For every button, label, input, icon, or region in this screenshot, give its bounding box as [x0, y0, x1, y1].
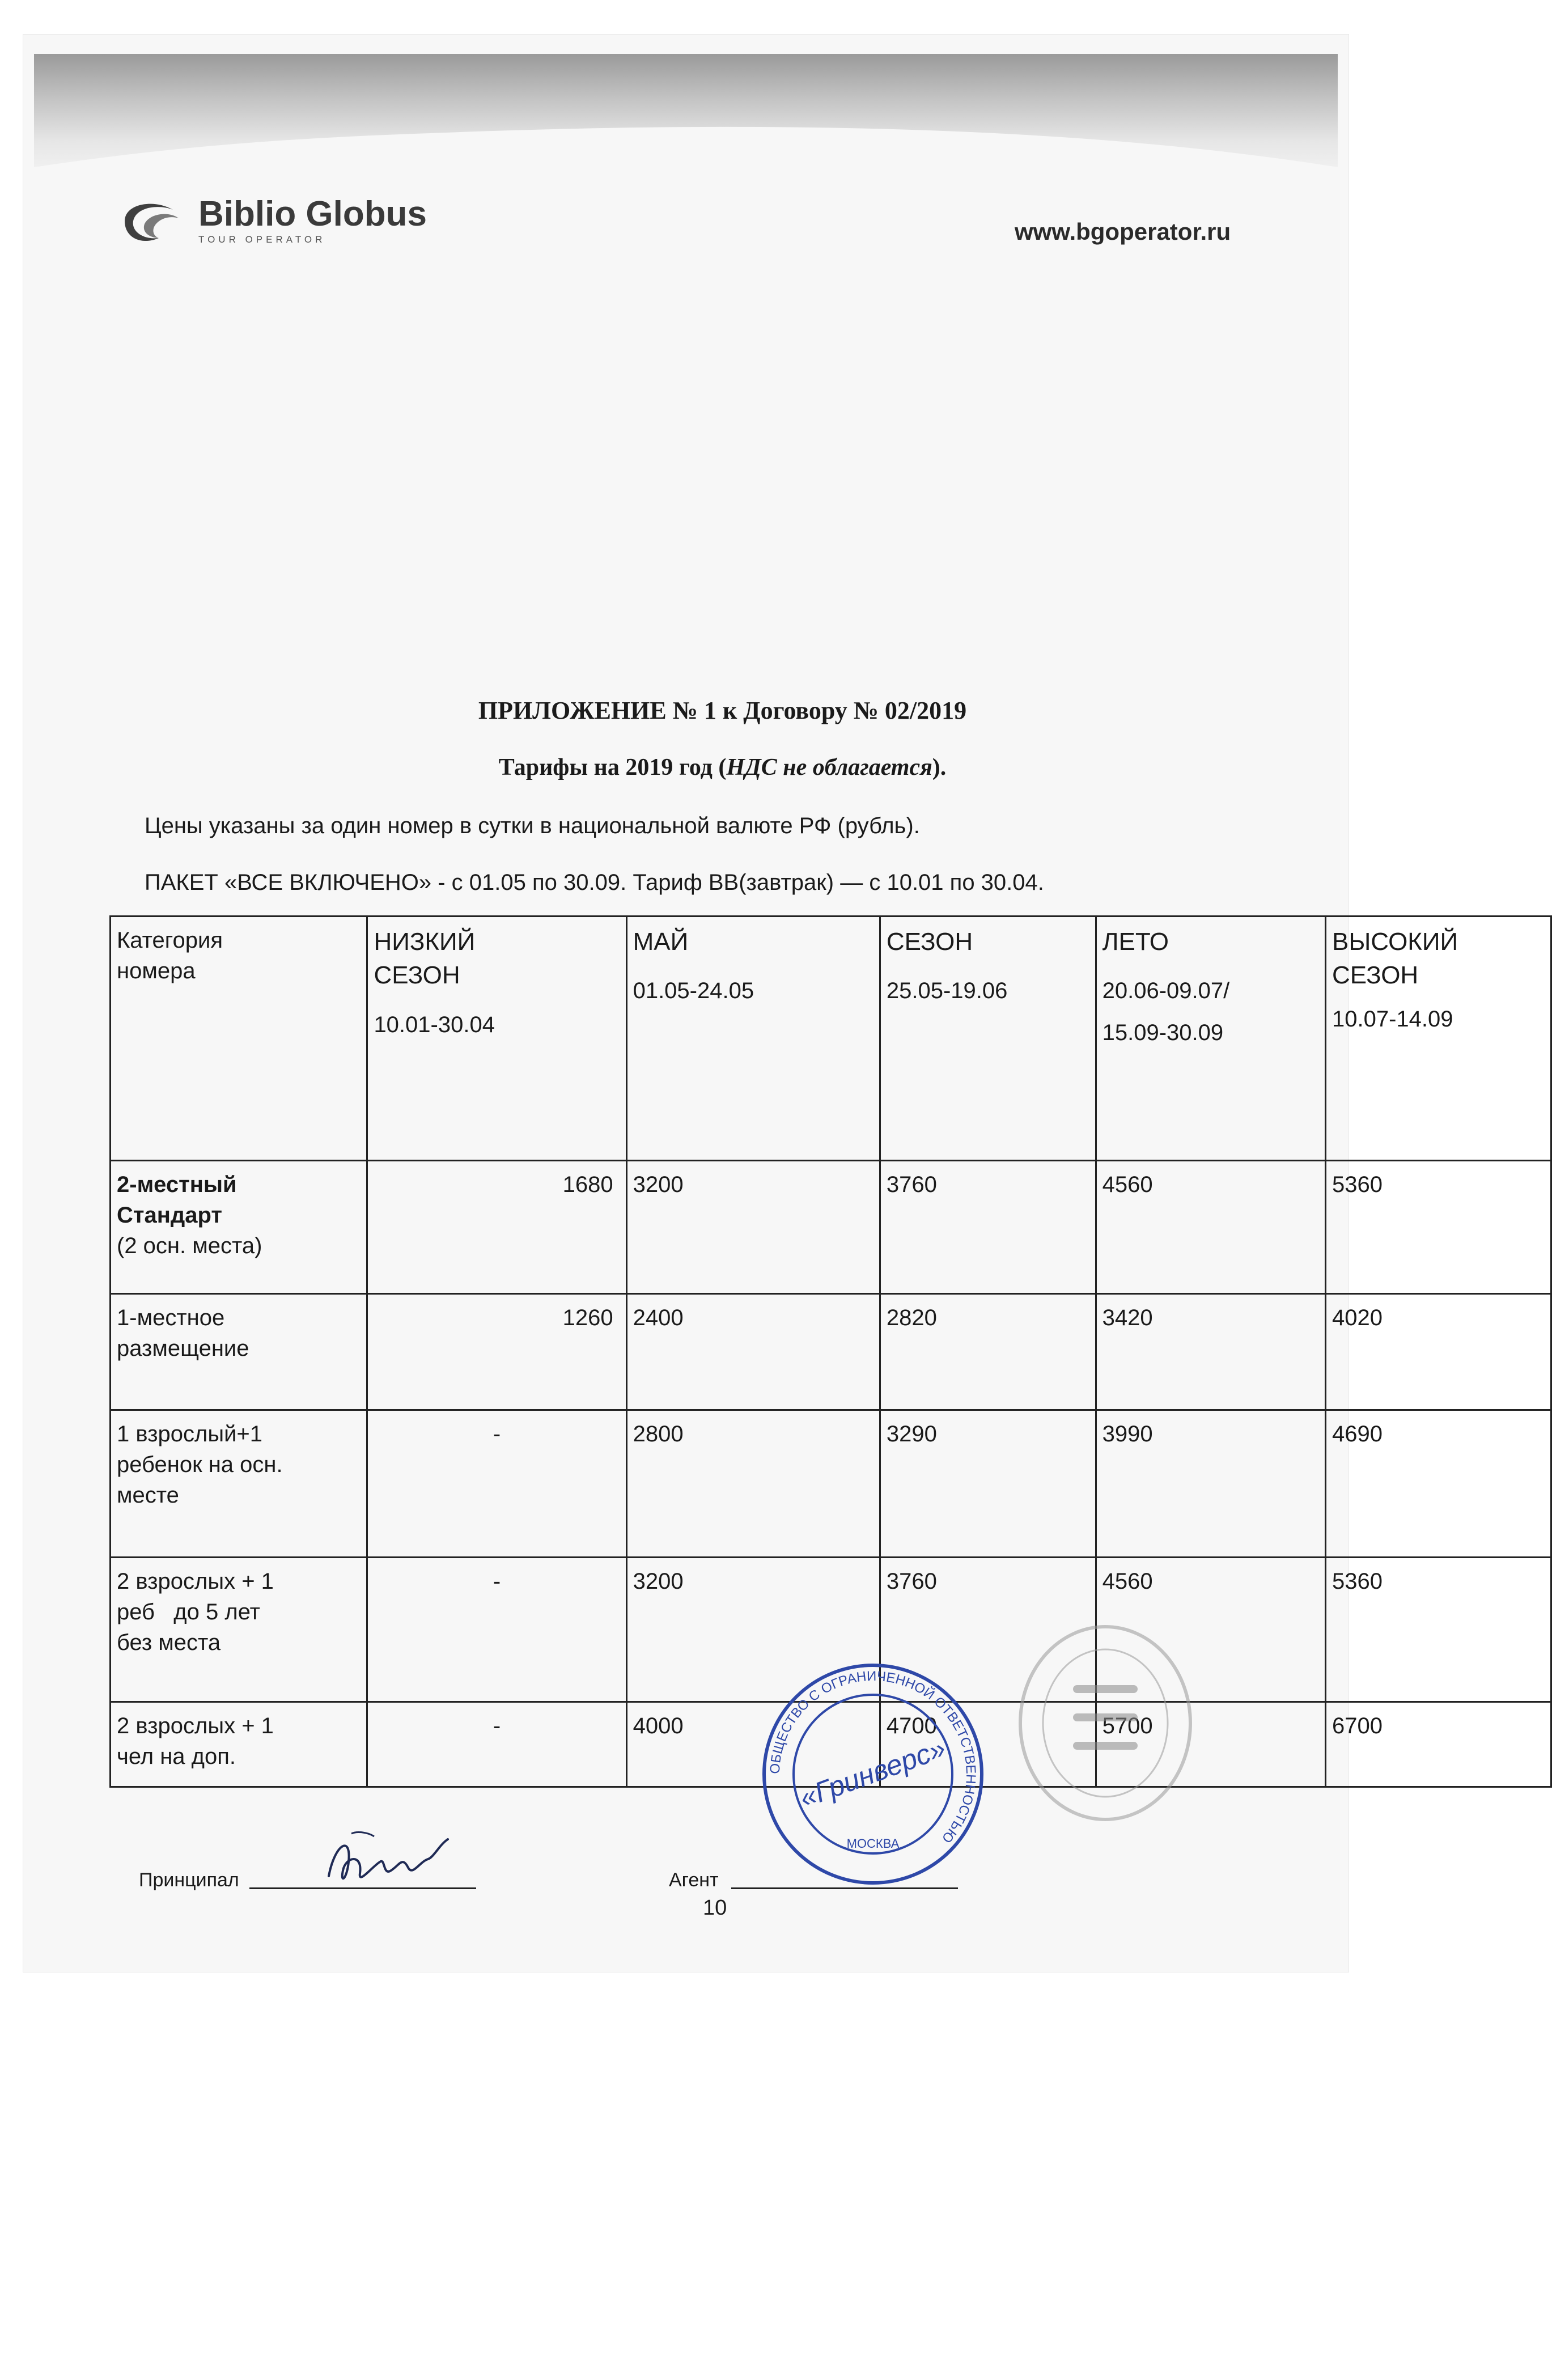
- table-cell: 6700: [1325, 1702, 1551, 1787]
- row-label-line2: ребенок на осн.: [117, 1452, 283, 1477]
- website-link[interactable]: www.bgoperator.ru: [1015, 218, 1231, 245]
- biblio-globus-logo-icon: [119, 196, 187, 247]
- header-summer-dates: 20.06-09.07/: [1102, 978, 1230, 1004]
- header-summer-line1: ЛЕТО: [1102, 928, 1169, 956]
- company-seal-icon: [760, 1661, 986, 1887]
- principal-signature-icon: [317, 1822, 459, 1902]
- table-cell: 2820: [880, 1294, 1096, 1410]
- subtitle-suffix: ).: [932, 754, 947, 780]
- header-high-line1: ВЫСОКИЙ: [1332, 928, 1458, 956]
- header-low-dates: 10.01-30.04: [374, 1012, 495, 1037]
- header-category: [111, 917, 367, 1161]
- header-category-line1: Категория: [117, 928, 223, 953]
- header-season-line1: СЕЗОН: [886, 928, 973, 956]
- table-cell: 3290: [880, 1410, 1096, 1558]
- header-summer-dates2: 15.09-30.09: [1102, 1020, 1224, 1046]
- header-high-season: [1325, 917, 1551, 1161]
- table-cell: 5700: [1096, 1702, 1325, 1787]
- price-note: Цены указаны за один номер в сутки в национальной валюте РФ (рубль).: [145, 813, 920, 838]
- table-cell: 4020: [1325, 1294, 1551, 1410]
- table-cell: 2400: [626, 1294, 880, 1410]
- table-row: [111, 1294, 1551, 1410]
- row-label-line1: 2-местный: [117, 1172, 237, 1197]
- row-label-line2: реб до 5 лет: [117, 1600, 260, 1624]
- table-cell: 3760: [880, 1161, 1096, 1294]
- seal-center-text: «Гринверс»: [795, 1732, 950, 1814]
- table-cell: 1680: [367, 1161, 626, 1294]
- header-low-season: [367, 917, 626, 1161]
- header-may-line1: МАЙ: [633, 928, 689, 956]
- row-label-line1: 2 взрослых + 1: [117, 1569, 274, 1594]
- table-cell: -: [367, 1702, 626, 1787]
- brand-tagline: TOUR OPERATOR: [198, 234, 326, 245]
- table-cell: -: [367, 1410, 626, 1558]
- row-label: [111, 1294, 367, 1410]
- table-cell: 4690: [1325, 1410, 1551, 1558]
- table-row: [111, 1161, 1551, 1294]
- subtitle-prefix: Тарифы на 2019 год (: [498, 754, 727, 780]
- header-high-line2: СЕЗОН: [1332, 961, 1419, 990]
- header-low-line2: СЕЗОН: [374, 961, 460, 990]
- row-label: [111, 1161, 367, 1294]
- rates-table: [109, 915, 1552, 1788]
- table-cell: -: [367, 1558, 626, 1702]
- table-cell: 3760: [880, 1558, 1096, 1702]
- header-low-line1: НИЗКИЙ: [374, 928, 476, 956]
- page-number: 10: [703, 1896, 727, 1920]
- principal-label: Принципал: [139, 1869, 239, 1891]
- agent-label: Агент: [669, 1869, 719, 1891]
- header-category-line2: номера: [117, 958, 196, 983]
- row-label: [111, 1410, 367, 1558]
- row-label-line3: без места: [117, 1630, 221, 1655]
- header-season-dates: 25.05-19.06: [886, 978, 1008, 1004]
- row-label: [111, 1702, 367, 1787]
- brand-name: Biblio Globus: [198, 194, 427, 234]
- seal-city-text: МОСКВА: [846, 1836, 900, 1851]
- table-cell: 4700: [880, 1702, 1096, 1787]
- brand-logo: [119, 196, 427, 247]
- table-cell: 3420: [1096, 1294, 1325, 1410]
- row-label-line1: 1-местное: [117, 1305, 225, 1330]
- secondary-stamp-icon: [1015, 1621, 1196, 1825]
- header-high-dates: 10.07-14.09: [1332, 1006, 1453, 1032]
- header-may-dates: 01.05-24.05: [633, 978, 754, 1004]
- table-row: [111, 1410, 1551, 1558]
- table-cell: 5360: [1325, 1558, 1551, 1702]
- document-title: ПРИЛОЖЕНИЕ № 1 к Договору № 02/2019: [478, 697, 967, 724]
- table-header-row: [111, 917, 1551, 1161]
- row-label-line2: чел на доп.: [117, 1744, 236, 1769]
- row-label-line3: (2 осн. места): [117, 1233, 262, 1258]
- row-label-line1: 1 взрослый+1: [117, 1422, 263, 1446]
- table-cell: 2800: [626, 1410, 880, 1558]
- table-cell: 4560: [1096, 1558, 1325, 1702]
- table-cell: 3200: [626, 1558, 880, 1702]
- table-cell: 5360: [1325, 1161, 1551, 1294]
- table-cell: 4560: [1096, 1161, 1325, 1294]
- table-cell: 3200: [626, 1161, 880, 1294]
- row-label-line1: 2 взрослых + 1: [117, 1713, 274, 1738]
- table-cell: 4000: [626, 1702, 880, 1787]
- seal-ring-text: ОБЩЕСТВО С ОГРАНИЧЕННОЙ ОТВЕТСТВЕННОСТЬЮ: [767, 1668, 979, 1846]
- row-label-line2: размещение: [117, 1336, 249, 1361]
- subtitle-vat-note: НДС не облагается: [726, 754, 932, 780]
- header-summer: [1096, 917, 1325, 1161]
- table-cell: 3990: [1096, 1410, 1325, 1558]
- header-may: [626, 917, 880, 1161]
- package-note: ПАКЕТ «ВСЕ ВКЛЮЧЕНО» - с 01.05 по 30.09. Тариф ВВ(завтрак) — с 10.01 по 30.04.: [145, 870, 1044, 895]
- header-season: [880, 917, 1096, 1161]
- row-label: [111, 1558, 367, 1702]
- row-label-line3: месте: [117, 1483, 179, 1508]
- document-subtitle: [0, 754, 1445, 781]
- table-cell: 1260: [367, 1294, 626, 1410]
- row-label-line2: Стандарт: [117, 1203, 223, 1228]
- agent-signature-line: [731, 1887, 958, 1889]
